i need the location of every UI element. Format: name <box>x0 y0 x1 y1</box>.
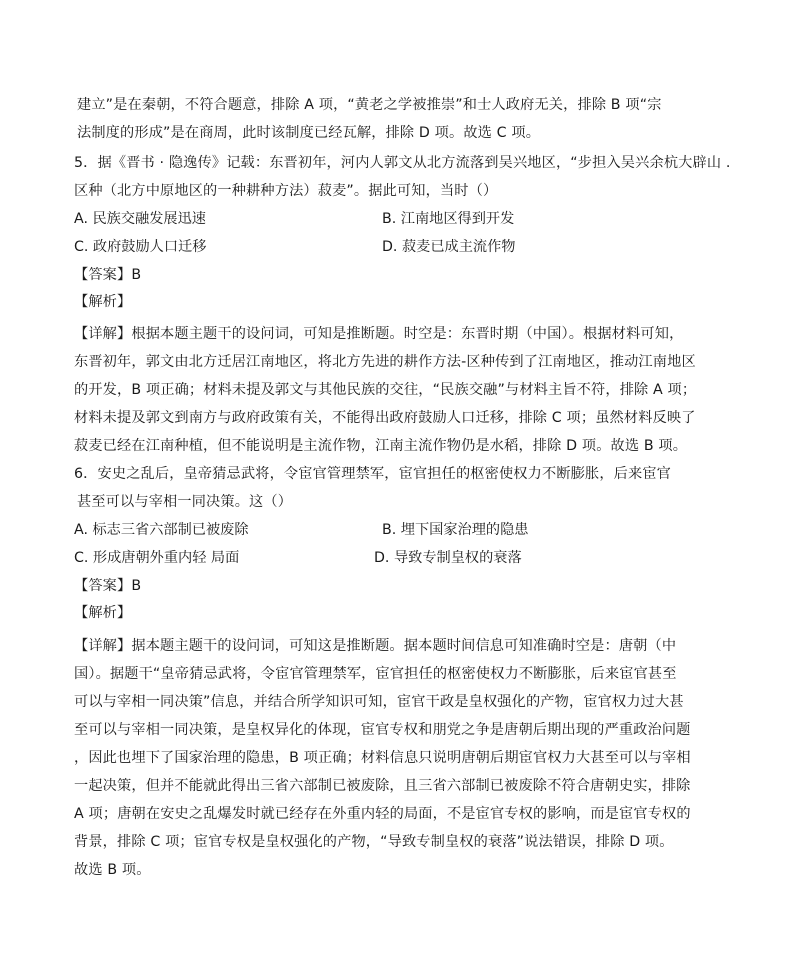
q6-option-a: A. 标志三省六部制已被废除 <box>74 522 249 538</box>
intro-line-2: 法制度的形成”是在商周，此时该制度已经瓦解，排除 D 项。故选 C 项。 <box>77 125 541 141</box>
q6-detail-line-6: 一起决策，但并不能就此得出三省六部制已被废除，且三省六部制已被废除不符合唐朝史实，排除 <box>74 778 691 794</box>
q5-option-a: A. 民族交融发展迅速 <box>74 211 206 227</box>
q5-option-b: B. 江南地区得到开发 <box>382 211 515 227</box>
q5-option-c: C. 政府鼓励人口迁移 <box>74 239 207 255</box>
q6-stem-line-1: 6．安史之乱后，皇帝猜忌武将，令宦官管理禁军，宦官担任的枢密使权力不断膨胀，后来宦官 <box>74 466 672 482</box>
q6-detail-line-4: 至可以与宰相一同决策，是皇权异化的体现，宦官专权和朋党之争是唐朝后期出现的严重政治问题 <box>74 722 691 738</box>
q6-detail-line-5: ，因此也埋下了国家治理的隐患，B 项正确；材料信息只说明唐朝后期宦官权力大甚至可以与宰相 <box>74 750 691 766</box>
q6-stem-line-2: 甚至可以与宰相一同决策。这（） <box>77 494 293 510</box>
q6-option-d: D. 导致专制皇权的衰落 <box>374 550 522 566</box>
q6-answer: 【答案】B <box>74 578 142 594</box>
q5-detail-line-2: 东晋初年，郭文由北方迁居江南地区，将北方先进的耕作方法-区种传到了江南地区，推动江南地区 <box>74 354 696 370</box>
q6-detail-line-9: 故选 B 项。 <box>74 862 151 878</box>
q5-detail-line-3: 的开发，B 项正确；材料未提及郭文与其他民族的交往，“民族交融”与材料主旨不符，排除 A 项； <box>74 382 697 398</box>
q6-detail-line-8: 背景，排除 C 项；宦官专权是皇权强化的产物，“导致专制皇权的衰落”说法错误，排除 D 项。 <box>74 834 674 850</box>
q6-detail-line-3: 可以与宰相一同决策”信息，并结合所学知识可知，宦官干政是皇权强化的产物，宦官权力过大甚 <box>74 694 684 710</box>
q6-detail-line-7: A 项；唐朝在安史之乱爆发时就已经存在外重内轻的局面，不是宦官专权的影响，而是宦官专权的 <box>74 806 691 822</box>
q5-option-d: D. 菽麦已成主流作物 <box>382 239 516 255</box>
q5-detail-line-5: 菽麦已经在江南种植，但不能说明是主流作物，江南主流作物仍是水稻，排除 D 项。故选 B 项。 <box>74 438 688 454</box>
q5-stem-line-2: 区种（北方中原地区的一种耕种方法）菽麦”。据此可知，当时（） <box>74 183 498 199</box>
q5-answer: 【答案】B <box>74 267 142 283</box>
q6-option-b: B. 埋下国家治理的隐患 <box>382 522 529 538</box>
q5-detail-line-1: 【详解】根据本题主题干的设问词，可知是推断题。时空是：东晋时期（中国）。根据材料可知， <box>74 326 684 342</box>
q6-detail-line-1: 【详解】据本题主题干的设问词，可知这是推断题。据本题时间信息可知准确时空是：唐朝（中 <box>74 638 677 654</box>
q6-option-c: C. 形成唐朝外重内轻 局面 <box>74 550 240 566</box>
q5-detail-line-4: 材料未提及郭文到南方与政府政策有关，不能得出政府鼓励人口迁移，排除 C 项；虽然材料反映了 <box>74 410 696 426</box>
q5-analysis-label: 【解析】 <box>74 294 132 310</box>
q6-analysis-label: 【解析】 <box>74 605 132 621</box>
q6-detail-line-2: 国）。据题干“皇帝猜忌武将，令宦官管理禁军，宦官担任的枢密使权力不断膨胀，后来宦官甚至 <box>74 666 677 682</box>
q5-stem-line-1: 5．据《晋书 · 隐逸传》记载：东晋初年，河内人郭文从北方流落到吴兴地区，“步担入吴兴余杭大辟山 . <box>74 155 731 171</box>
intro-line-1: 建立”是在秦朝，不符合题意，排除 A 项，“黄老之学被推崇”和士人政府无关，排除 B 项“宗 <box>77 97 662 113</box>
